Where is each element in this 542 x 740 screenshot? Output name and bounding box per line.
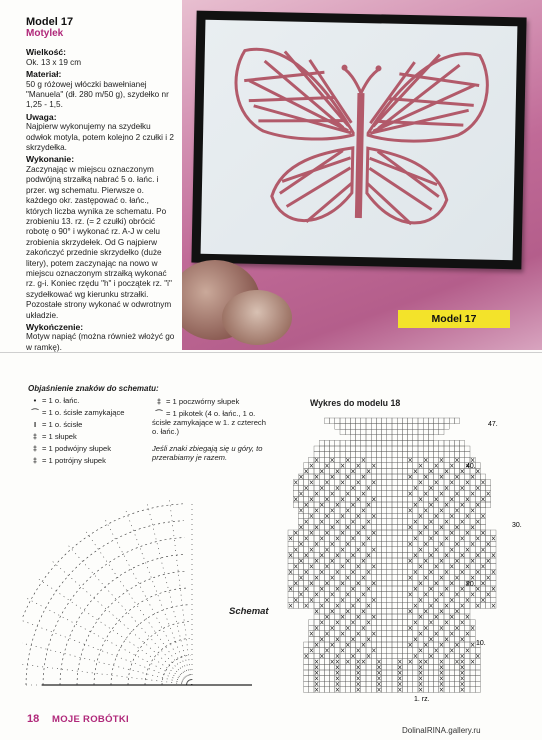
row-label-47: 47. — [488, 421, 498, 428]
legend-text: = 1 o. ścisłe zamykające — [42, 408, 125, 417]
legend-text: = 1 o. łańc. — [42, 396, 80, 405]
legend-text: = 1 potrójny słupek — [42, 456, 106, 465]
legend-text: = 1 o. ścisłe — [42, 420, 83, 429]
chart-title: Wykres do modelu 18 — [310, 398, 401, 408]
legend-item — [28, 408, 168, 417]
section-text: Ok. 13 x 19 cm — [26, 57, 82, 67]
picture-frame — [191, 11, 526, 270]
butterfly-doily-image — [201, 20, 518, 260]
model-title: Model 17 — [26, 16, 74, 28]
legend-item — [28, 396, 168, 405]
instructions-column — [26, 16, 176, 354]
legend-symbol: ‡ — [32, 432, 38, 441]
row-label-20: 20. — [466, 581, 476, 588]
legend-item — [28, 456, 168, 465]
legend-symbol: ‡ — [32, 444, 38, 453]
photo-label: Model 17 — [398, 310, 510, 328]
section-heading: Materiał: — [26, 69, 62, 80]
section-text: Motyw napiąć (można również włożyć go w ramkę). — [26, 332, 175, 352]
frame-mat — [201, 20, 518, 260]
crochet-schematic — [22, 500, 268, 710]
legend-item — [152, 397, 274, 406]
legend-text: = 1 słupek — [42, 432, 77, 441]
row-label-1: 1. rz. — [414, 696, 430, 703]
page-number: 18 — [27, 713, 40, 725]
section-heading: Wykończenie: — [26, 321, 84, 332]
legend-text: = 1 poczwórny słupek — [166, 397, 240, 406]
legend-symbol: • — [33, 396, 37, 405]
watermark: DolinaIRINA.gallery.ru — [402, 726, 481, 735]
section-text: 50 g różowej włóczki bawełnianej "Manuela" (dł. 280 m/50 g), szydełko nr 1,25 - 1,5. — [26, 79, 169, 110]
legend-symbol: ‡ — [156, 397, 162, 406]
legend-symbol: ⌒ — [31, 408, 39, 417]
legend-symbol: I — [33, 420, 37, 429]
legend-items — [28, 396, 168, 465]
legend-note: Jeśli znaki zbiegają się u góry, to przerabiamy je razem. — [152, 444, 263, 462]
legend-items-right — [152, 397, 274, 436]
row-label-30: 30. — [512, 522, 522, 529]
legend-text: = 1 podwójny słupek — [42, 444, 112, 453]
section-text: Zaczynając w miejscu oznaczonym podwójną strzałką nabrać 5 o. łańc. i przer. wg schematu. Pierwsze o. każdego okr. zastępować o. łańc., których liczba wynika ze schematu. Po zrobieniu 13. rz. (= 2 czułki) obrócić robotę o 90° i wykonać rz. A-J w celu zrobienia skrzydełek. Od G najpierw zakończyć przednie skrzydełko (duże litery), potem zaczynając na nowo w miejscu oznaczonym strzałką wykonać rz. g-i. Koniec rzędu "h" i początek rz. "i" szydełkować wg kierunku strzałki. Pozostałe strony wykonać w odwrotnym układzie. — [26, 164, 172, 320]
row-label-40: 40. — [466, 463, 476, 470]
model-name: Motylek — [26, 28, 64, 39]
legend-text: = 1 pikotek (4 o. łańc., 1 o. ścisłe zamykające w 1. z czterech o. łańc.) — [152, 409, 266, 436]
symbol-legend-right — [152, 394, 274, 462]
section-divider — [0, 352, 542, 353]
section-heading: Wykonanie: — [26, 154, 75, 165]
legend-symbol: ‡ — [32, 456, 38, 465]
legend-item — [28, 444, 168, 453]
legend-item — [28, 420, 168, 429]
legend-title: Objaśnienie znaków do schematu: — [28, 384, 159, 393]
filet-chart — [282, 408, 522, 720]
legend-item — [28, 432, 168, 441]
section-heading: Wielkość: — [26, 47, 67, 58]
row-label-10: 10. — [476, 640, 486, 647]
section-text: Najpierw wykonujemy na szydełku odwłok motyla, potem kolejno 2 czułki i 2 skrzydełka. — [26, 122, 174, 153]
instruction-sections — [26, 47, 176, 353]
symbol-legend — [28, 384, 168, 468]
section-heading: Uwaga: — [26, 111, 57, 122]
magazine-name: MOJE ROBÓTKI — [52, 714, 129, 725]
butterfly-photo — [182, 0, 542, 350]
legend-symbol: ⌒ — [155, 409, 163, 418]
legend-item — [152, 409, 274, 436]
rose-decoration — [222, 290, 292, 345]
schematic-label: Schemat — [229, 606, 269, 617]
